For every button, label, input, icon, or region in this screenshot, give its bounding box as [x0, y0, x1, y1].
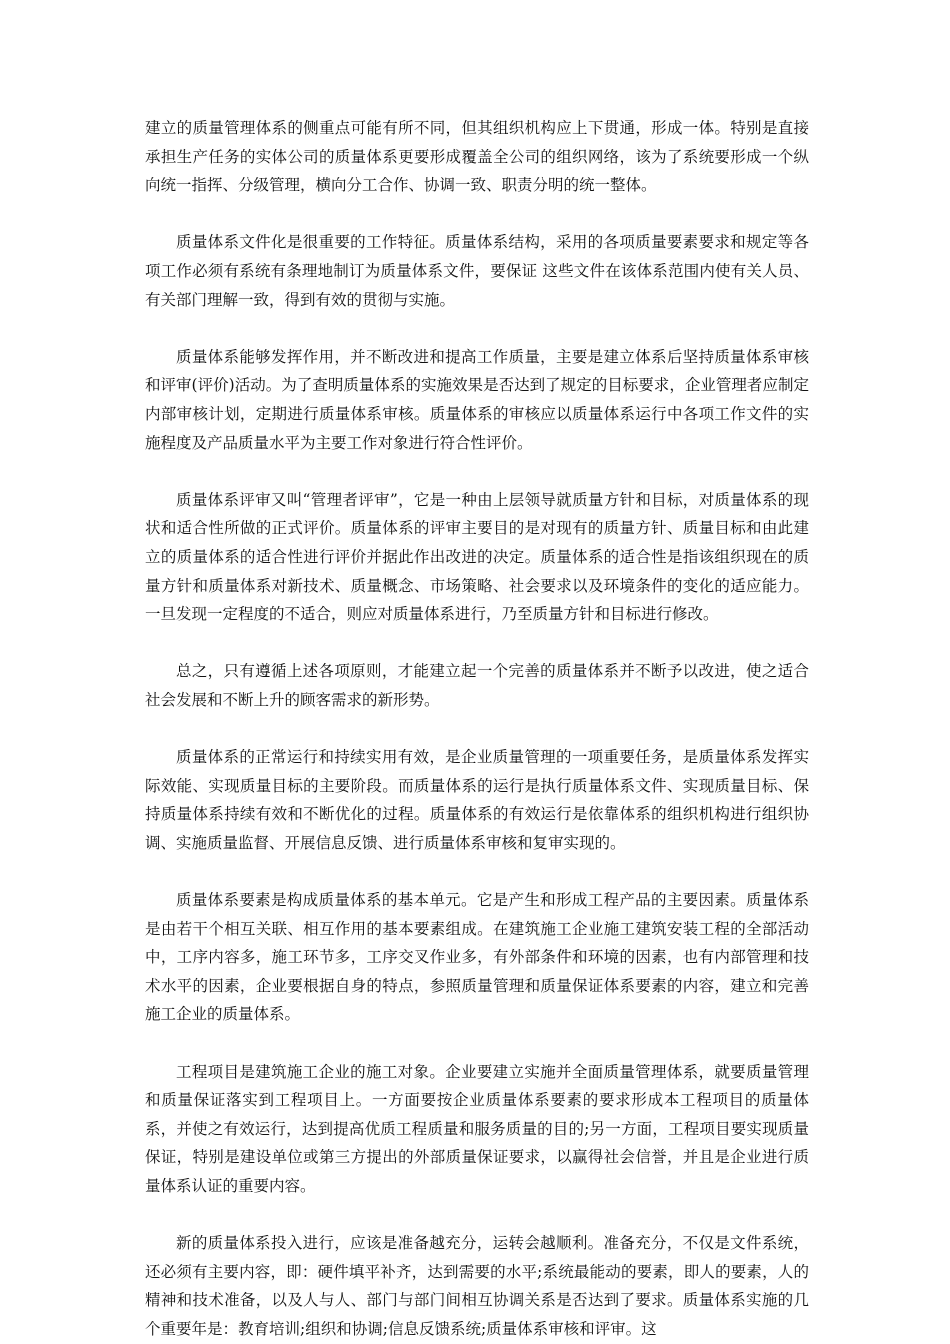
paragraph-9: 新的质量体系投入进行，应该是准备越充分，运转会越顺利。准备充分，不仅是文件系统，还必须有主要内容，即：硬件填平补齐，达到需要的水平;系统最能动的要素，即人的要素，人的精神和技术准备，以及人与人、部门与部门间相互协调关系是否达到了要求。质量体系实施的几个重要年是：教育培训;组织和协调;信息反馈系统;质量体系审核和评审。这: [145, 1234, 809, 1338]
paragraph-1: 建立的质量管理体系的侧重点可能有所不同，但其组织机构应上下贯通，形成一体。特别是直接承担生产任务的实体公司的质量体系更要形成覆盖全公司的组织网络，该为了系统要形成一个纵向统一指挥、分级管理，横向分工合作、协调一致、职责分明的统一整体。: [145, 119, 809, 195]
paragraph-2: 质量体系文件化是很重要的工作特征。质量体系结构，采用的各项质量要素要求和规定等各项工作必须有系统有条理地制订为质量体系文件，要保证 这些文件在该体系范围内使有关人员、有关部门理解一致，得到有效的贯彻与实施。: [145, 233, 809, 309]
paragraph-7: 质量体系要素是构成质量体系的基本单元。它是产生和形成工程产品的主要因素。质量体系是由若干个相互关联、相互作用的基本要素组成。在建筑施工企业施工建筑安装工程的全部活动中，工序内容多，施工环节多，工序交叉作业多，有外部条件和环境的因素，也有内部管理和技术水平的因素，企业要根据自身的特点，参照质量管理和质量保证体系要素的内容，建立和完善施工企业的质量体系。: [145, 891, 809, 1024]
document-body: [145, 114, 809, 1344]
paragraph-4: 质量体系评审又叫“管理者评审”，它是一种由上层领导就质量方针和目标，对质量体系的现状和适合性所做的正式评价。质量体系的评审主要目的是对现有的质量方针、质量目标和由此建立的质量体系的适合性进行评价并据此作出改进的决定。质量体系的适合性是指该组织现在的质量方针和质量体系对新技术、质量概念、市场策略、社会要求以及环境条件的变化的适应能力。一旦发现一定程度的不适合，则应对质量体系进行，乃至质量方针和目标进行修改。: [145, 490, 809, 624]
paragraph-6: 质量体系的正常运行和持续实用有效，是企业质量管理的一项重要任务，是质量体系发挥实际效能、实现质量目标的主要阶段。而质量体系的运行是执行质量体系文件、实现质量目标、保持质量体系持续有效和不断优化的过程。质量体系的有效运行是依靠体系的组织机构进行组织协调、实施质量监督、开展信息反馈、进行质量体系审核和复审实现的。: [145, 748, 809, 852]
paragraph-8: 工程项目是建筑施工企业的施工对象。企业要建立实施并全面质量管理体系，就要质量管理和质量保证落实到工程项目上。一方面要按企业质量体系要素的要求形成本工程项目的质量体系，并使之有效运行，达到提高优质工程质量和服务质量的目的;另一方面，工程项目要实现质量保证，特别是建设单位或第三方提出的外部质量保证要求，以赢得社会信誉，并且是企业进行质量体系认证的重要内容。: [145, 1062, 809, 1195]
paragraph-3: 质量体系能够发挥作用，并不断改进和提高工作质量，主要是建立体系后坚持质量体系审核和评审(评价)活动。为了查明质量体系的实施效果是否达到了规定的目标要求，企业管理者应制定内部审核计划，定期进行质量体系审核。质量体系的审核应以质量体系运行中各项工作文件的实施程度及产品质量水平为主要工作对象进行符合性评价。: [145, 347, 809, 452]
paragraph-5: 总之，只有遵循上述各项原则，才能建立起一个完善的质量体系并不断予以改进，使之适合社会发展和不断上升的顾客需求的新形势。: [145, 662, 809, 709]
